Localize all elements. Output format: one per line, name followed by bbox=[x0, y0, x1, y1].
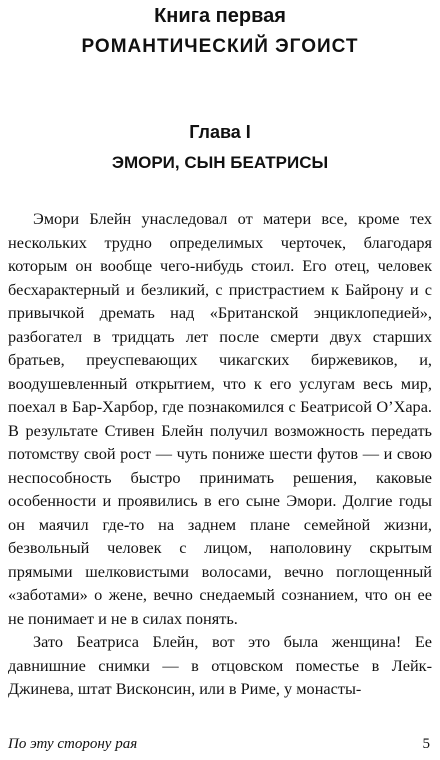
chapter-body bbox=[8, 207, 432, 701]
page-number: 5 bbox=[422, 736, 430, 752]
running-title: По эту сторону рая bbox=[8, 736, 138, 752]
chapter-number: Глава I bbox=[189, 122, 251, 142]
book-part-title: РОМАНТИЧЕСКИЙ ЭГОИСТ bbox=[81, 36, 359, 57]
chapter-title: ЭМОРИ, СЫН БЕАТРИСЫ bbox=[111, 153, 329, 172]
book-part-heading: Книга первая bbox=[154, 5, 286, 27]
paragraph: Эмори Блейн унаследовал от матери все, кроме тех нескольких трудно определимых черточек, благодаря которым он вообще чего-нибудь стоил. Его отец, человек бесхарактерный и безликий, с пристрастием к Байрону и с привычкой дремать над «Британской энциклопедией», разбогател в тридцать лет после смерти двух старших братьев, преуспевающих чикагских биржевиков, и, воодушевленный открытием, что к его услугам весь мир, поехал в Бар-Харбор, где познакомился с Беатрисой О’Хара. В результате Стивен Блейн получил возможность передать потомству свой рост — чуть пониже шести футов — и свою неспособность быстро принимать решения, каковые особенности и проявились в его сыне Эмори. Долгие годы он маячил где-то на заднем плане семейной жизни, безвольный человек с лицом, наполовину скрытым прямыми шелковистыми волосами, вечно поглощенный «заботами» о жене, вечно снедаемый сознанием, что он ее не понимает и не в силах понять. bbox=[8, 209, 432, 628]
paragraph: Зато Беатриса Блейн, вот это была женщина! Ее давнишние снимки — в отцовском поместье в Лейк-Джинева, штат Висконсин, или в Риме, у монасты- bbox=[8, 632, 432, 698]
